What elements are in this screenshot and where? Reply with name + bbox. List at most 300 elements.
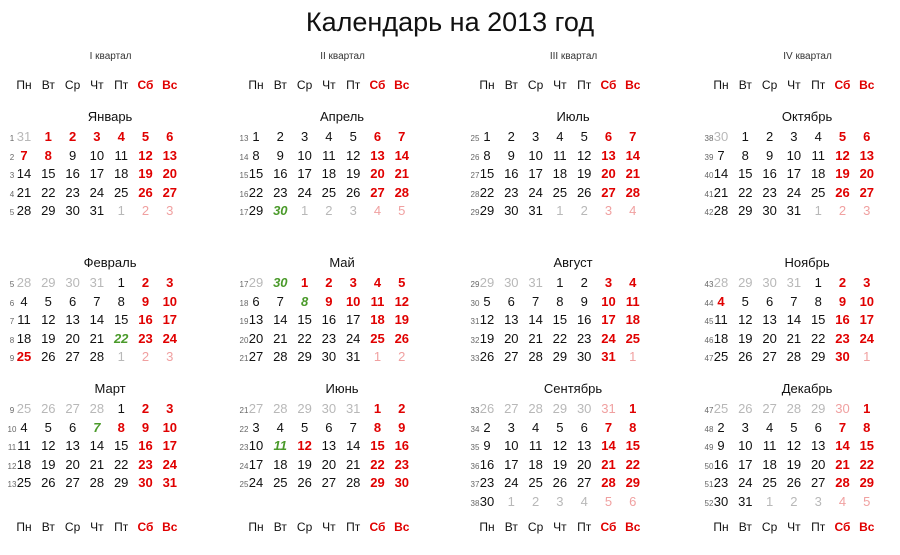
calendar-day: 21 <box>89 456 105 472</box>
calendar-day: 31 <box>89 203 105 219</box>
calendar-day: 23 <box>713 475 729 491</box>
calendar-day: 11 <box>762 438 777 454</box>
calendar-day: 27 <box>65 349 80 365</box>
calendar-day: 2 <box>325 275 333 290</box>
calendar-day: 10 <box>89 147 105 163</box>
week-number: 14 <box>239 152 249 162</box>
calendar-day: 11 <box>17 438 31 454</box>
calendar-day: 15 <box>248 166 264 182</box>
calendar-day: 3 <box>790 129 798 144</box>
calendar-day: 18 <box>810 166 826 182</box>
calendar-day: 10 <box>297 147 312 163</box>
week-number: 33 <box>470 406 480 415</box>
calendar-day: 1 <box>117 401 125 416</box>
calendar-day: 17 <box>162 438 178 454</box>
calendar-day: 11 <box>17 312 31 328</box>
calendar-day: 16 <box>321 312 337 328</box>
weekday-header: Сб <box>369 78 386 92</box>
calendar-day: 6 <box>629 494 637 509</box>
calendar-day: 28 <box>16 275 32 290</box>
calendar-day: 31 <box>786 203 802 219</box>
calendar-day: 21 <box>835 456 850 472</box>
calendar-day: 30 <box>835 349 850 365</box>
calendar-day: 30 <box>321 349 337 365</box>
calendar-day: 13 <box>65 312 80 328</box>
week-number: 8 <box>9 335 15 345</box>
calendar-day: 14 <box>273 312 288 328</box>
calendar-day: 23 <box>479 475 495 491</box>
calendar-day: 14 <box>835 438 850 454</box>
calendar-day: 24 <box>504 475 519 491</box>
month-name: Июнь <box>325 381 359 396</box>
calendar-day: 5 <box>604 494 613 509</box>
weekday-header: Чт <box>787 78 801 92</box>
calendar-day: 4 <box>629 203 637 219</box>
calendar-day: 8 <box>252 147 260 163</box>
calendar-day: 29 <box>370 475 385 491</box>
weekday-header: Вт <box>504 78 518 92</box>
calendar-day: 28 <box>16 203 32 219</box>
calendar-day: 14 <box>528 312 543 328</box>
calendar-day: 4 <box>373 275 382 290</box>
calendar-day: 1 <box>765 494 774 509</box>
week-number: 28 <box>470 189 480 199</box>
calendar-day: 22 <box>113 330 129 346</box>
calendar-day: 19 <box>479 330 495 346</box>
week-number: 9 <box>9 406 15 415</box>
calendar-day: 7 <box>531 293 540 309</box>
calendar-day: 28 <box>345 475 361 491</box>
calendar-day: 28 <box>273 401 288 416</box>
calendar-day: 25 <box>762 475 777 491</box>
weekday-footer: Вс <box>162 520 178 534</box>
week-number: 6 <box>9 298 15 308</box>
calendar-day: 15 <box>552 312 568 328</box>
calendar-day: 25 <box>810 184 826 200</box>
calendar-day: 30 <box>576 401 592 416</box>
calendar-day: 20 <box>370 166 385 182</box>
week-number: 20 <box>239 335 249 345</box>
weekday-footer: Пт <box>811 520 826 534</box>
calendar-day: 29 <box>297 349 312 365</box>
calendar-day: 12 <box>738 312 753 328</box>
weekday-header: Пт <box>577 78 592 92</box>
calendar-day: 6 <box>814 419 822 435</box>
week-number: 39 <box>704 152 714 162</box>
calendar-day: 8 <box>556 293 564 309</box>
calendar-day: 19 <box>738 330 753 346</box>
calendar-day: 22 <box>297 330 312 346</box>
week-number: 36 <box>470 461 480 471</box>
calendar-day: 6 <box>863 129 871 144</box>
calendar-day: 11 <box>370 293 385 309</box>
calendar-day: 4 <box>838 494 847 509</box>
calendar-day: 16 <box>138 438 153 454</box>
calendar-day: 21 <box>528 330 543 346</box>
calendar-day: 3 <box>166 401 174 416</box>
calendar-day: 7 <box>93 419 101 435</box>
calendar-day: 21 <box>786 330 802 346</box>
week-number: 49 <box>704 443 714 453</box>
calendar-day: 13 <box>576 438 592 454</box>
calendar-day: 13 <box>370 147 385 163</box>
calendar-day: 4 <box>20 293 28 309</box>
calendar-day: 9 <box>507 147 515 163</box>
week-number: 16 <box>239 189 249 199</box>
calendar-day: 6 <box>507 293 515 309</box>
calendar-day: 25 <box>273 475 288 491</box>
calendar-day: 14 <box>786 312 802 328</box>
week-number: 12 <box>7 461 17 471</box>
calendar-day: 18 <box>370 312 385 328</box>
calendar-day: 17 <box>738 456 753 472</box>
calendar-day: 11 <box>528 438 543 454</box>
weekday-footer: Ср <box>527 520 544 534</box>
calendar-day: 23 <box>576 330 592 346</box>
calendar-day: 10 <box>248 438 264 454</box>
calendar-day: 31 <box>528 203 543 219</box>
calendar-day: 29 <box>248 203 264 219</box>
calendar-day: 24 <box>738 475 753 491</box>
calendar-day: 22 <box>479 184 495 200</box>
calendar-day: 6 <box>166 129 174 144</box>
calendar-day: 25 <box>16 349 32 365</box>
week-number: 37 <box>470 480 480 490</box>
calendar-day: 30 <box>138 475 153 491</box>
calendar-day: 13 <box>762 312 777 328</box>
calendar-day: 7 <box>276 293 284 309</box>
calendar-day: 27 <box>248 349 264 365</box>
calendar-day: 13 <box>810 438 826 454</box>
calendar-day: 20 <box>859 166 875 182</box>
weekday-header: Пн <box>248 78 264 92</box>
calendar-day: 10 <box>738 438 753 454</box>
calendar-day: 6 <box>325 419 333 435</box>
weekday-header: Чт <box>553 78 567 92</box>
week-number: 2 <box>9 152 15 162</box>
calendar-day: 28 <box>394 184 410 200</box>
calendar-day: 26 <box>738 401 753 416</box>
weekday-footer: Пн <box>713 520 729 534</box>
calendar-day: 26 <box>297 475 312 491</box>
calendar-day: 23 <box>394 456 410 472</box>
calendar-day: 16 <box>713 456 729 472</box>
weekday-footer: Сб <box>834 520 851 534</box>
calendar-day: 25 <box>16 401 32 416</box>
calendar-day: 10 <box>162 419 178 435</box>
calendar-day: 30 <box>504 275 519 290</box>
weekday-header: Пт <box>114 78 129 92</box>
calendar-day: 7 <box>604 419 613 435</box>
week-number: 30 <box>470 298 480 308</box>
calendar-day: 24 <box>345 330 361 346</box>
calendar-day: 10 <box>345 293 361 309</box>
month-name: Сентябрь <box>543 381 603 396</box>
calendar-day: 29 <box>552 401 568 416</box>
calendar-day: 3 <box>531 129 540 144</box>
calendar-day: 13 <box>321 438 337 454</box>
week-number: 41 <box>704 189 714 199</box>
calendar-day: 9 <box>838 293 847 309</box>
week-number: 24 <box>239 461 249 471</box>
calendar-day: 17 <box>248 456 264 472</box>
month-name: Июль <box>556 109 590 124</box>
weekday-footer: Вт <box>273 520 287 534</box>
calendar-day: 26 <box>576 184 592 200</box>
calendar-day: 20 <box>576 456 592 472</box>
calendar-day: 1 <box>629 349 637 365</box>
calendar-day: 5 <box>863 494 871 509</box>
calendar-day: 5 <box>398 275 406 290</box>
calendar-day: 24 <box>297 184 312 200</box>
calendar-day: 25 <box>552 184 568 200</box>
calendar-day: 22 <box>625 456 641 472</box>
calendar-day: 20 <box>65 456 80 472</box>
calendar-day: 3 <box>166 275 174 290</box>
week-number: 17 <box>239 280 249 289</box>
week-number: 11 <box>7 443 17 453</box>
week-number: 10 <box>7 424 17 434</box>
calendar-day: 19 <box>552 456 568 472</box>
calendar-day: 21 <box>601 456 616 472</box>
calendar-day: 21 <box>625 166 641 182</box>
calendar-day: 27 <box>762 349 777 365</box>
calendar-day: 19 <box>786 456 802 472</box>
calendar-day: 17 <box>528 166 543 182</box>
calendar-day: 8 <box>373 419 382 435</box>
week-number: 26 <box>470 152 480 162</box>
week-number: 22 <box>239 424 249 434</box>
weekday-header: Вс <box>162 78 178 92</box>
calendar-day: 20 <box>762 330 777 346</box>
calendar-day: 28 <box>89 349 105 365</box>
calendar-day: 22 <box>41 184 56 200</box>
calendar-day: 31 <box>786 275 802 290</box>
calendar-day: 12 <box>297 438 312 454</box>
calendar-day: 9 <box>398 419 406 435</box>
calendar-day: 1 <box>117 349 125 365</box>
weekday-footer: Пн <box>16 520 32 534</box>
calendar-day: 8 <box>741 147 749 163</box>
calendar-day: 31 <box>601 401 616 416</box>
calendar-day: 14 <box>345 438 361 454</box>
calendar-day: 1 <box>373 349 382 365</box>
calendar-day: 9 <box>765 147 774 163</box>
calendar-day: 23 <box>835 330 850 346</box>
weekday-header: Вт <box>273 78 287 92</box>
weekday-footer: Чт <box>322 520 336 534</box>
calendar-day: 4 <box>531 419 540 435</box>
week-number: 42 <box>704 208 714 218</box>
calendar-day: 30 <box>713 129 729 144</box>
month-name: Январь <box>87 109 133 124</box>
week-number: 48 <box>704 424 714 434</box>
calendar-day: 1 <box>117 203 125 219</box>
weekday-footer: Сб <box>369 520 386 534</box>
week-number: 38 <box>704 134 714 143</box>
calendar-day: 23 <box>504 184 519 200</box>
page-title: Календарь на 2013 год <box>305 7 595 37</box>
calendar-day: 28 <box>625 184 641 200</box>
weekday-header: Вт <box>41 78 55 92</box>
calendar-day: 3 <box>741 419 749 435</box>
week-number: 18 <box>239 298 249 308</box>
calendar-day: 29 <box>297 401 312 416</box>
week-number: 29 <box>470 208 480 218</box>
calendar-day: 27 <box>65 401 80 416</box>
calendar-day: 29 <box>479 203 495 219</box>
calendar-day: 7 <box>349 419 357 435</box>
calendar-day: 15 <box>859 438 875 454</box>
calendar-day: 17 <box>162 312 178 328</box>
calendar-day: 10 <box>601 293 616 309</box>
calendar-day: 1 <box>507 494 515 509</box>
weekday-header: Сб <box>137 78 154 92</box>
calendar-day: 11 <box>273 438 288 454</box>
calendar-day: 8 <box>44 147 52 163</box>
calendar-day: 17 <box>601 312 616 328</box>
calendar-day: 12 <box>479 312 495 328</box>
weekday-footer: Пн <box>479 520 495 534</box>
calendar-day: 30 <box>273 275 288 290</box>
calendar-day: 23 <box>762 184 777 200</box>
calendar-day: 28 <box>786 401 802 416</box>
calendar-day: 23 <box>138 456 153 472</box>
calendar-day: 7 <box>93 293 101 309</box>
calendar-day: 14 <box>16 166 32 182</box>
calendar-day: 5 <box>141 129 150 144</box>
weekday-footer: Ср <box>761 520 778 534</box>
week-number: 9 <box>9 354 15 364</box>
calendar-day: 27 <box>576 475 592 491</box>
calendar-day: 29 <box>479 275 495 290</box>
calendar-day: 15 <box>297 312 312 328</box>
calendar-day: 2 <box>325 203 333 219</box>
weekday-header: Пт <box>346 78 361 92</box>
calendar-day: 6 <box>373 129 382 144</box>
calendar-day: 23 <box>273 184 288 200</box>
calendar-day: 30 <box>713 494 729 509</box>
calendar-day: 31 <box>89 275 105 290</box>
calendar-day: 4 <box>325 129 333 144</box>
calendar-day: 2 <box>717 419 725 435</box>
calendar-day: 17 <box>504 456 519 472</box>
calendar-day: 28 <box>273 349 288 365</box>
weekday-header: Ср <box>64 78 81 92</box>
calendar-day: 29 <box>810 401 826 416</box>
weekday-header: Ср <box>761 78 778 92</box>
calendar-day: 9 <box>580 293 588 309</box>
week-number: 5 <box>9 280 15 289</box>
calendar-day: 30 <box>576 349 592 365</box>
month-name: Ноябрь <box>784 255 830 270</box>
calendar-day: 4 <box>717 293 725 309</box>
calendar-day: 15 <box>41 166 56 182</box>
calendar-day: 18 <box>625 312 641 328</box>
week-number: 46 <box>704 335 714 345</box>
calendar-day: 31 <box>528 275 543 290</box>
weekday-footer: Вс <box>859 520 875 534</box>
calendar-day: 18 <box>113 166 129 182</box>
calendar-day: 1 <box>863 401 871 416</box>
calendar-day: 4 <box>556 129 564 144</box>
calendar-day: 2 <box>531 494 540 509</box>
calendar-day: 5 <box>398 203 406 219</box>
week-number: 5 <box>9 208 15 218</box>
calendar-day: 29 <box>113 475 129 491</box>
calendar-day: 20 <box>321 456 337 472</box>
calendar-day: 6 <box>580 419 588 435</box>
calendar-day: 31 <box>738 494 753 509</box>
calendar-day: 3 <box>93 129 101 144</box>
calendar-day: 15 <box>113 438 129 454</box>
week-number: 21 <box>239 354 249 364</box>
quarter-label: I квартал <box>89 51 132 62</box>
calendar-day: 29 <box>738 275 753 290</box>
calendar-day: 2 <box>68 129 77 144</box>
weekday-footer: Пт <box>577 520 592 534</box>
calendar-day: 5 <box>483 293 491 309</box>
calendar-day: 27 <box>370 184 385 200</box>
calendar-day: 30 <box>321 401 337 416</box>
week-number: 21 <box>239 406 249 415</box>
calendar-day: 2 <box>483 419 491 435</box>
calendar-day: 16 <box>835 312 850 328</box>
calendar-day: 26 <box>552 475 568 491</box>
calendar-day: 3 <box>604 203 613 219</box>
weekday-header: Вт <box>738 78 752 92</box>
weekday-footer: Пт <box>114 520 129 534</box>
calendar-day: 20 <box>248 330 264 346</box>
calendar-day: 21 <box>16 184 32 200</box>
calendar-day: 13 <box>162 147 178 163</box>
calendar-day: 21 <box>345 456 361 472</box>
calendar-day: 10 <box>859 293 875 309</box>
calendar-day: 20 <box>601 166 616 182</box>
calendar-day: 26 <box>41 475 56 491</box>
calendar-day: 9 <box>483 438 491 454</box>
calendar-day: 1 <box>252 129 260 144</box>
calendar-day: 5 <box>556 419 564 435</box>
calendar-day: 6 <box>604 129 613 144</box>
calendar-day: 1 <box>117 275 125 290</box>
week-number: 25 <box>239 480 249 490</box>
week-number: 47 <box>704 354 714 364</box>
calendar-day: 31 <box>16 129 32 144</box>
quarter-label: II квартал <box>320 51 365 62</box>
calendar-day: 30 <box>504 203 519 219</box>
calendar-day: 31 <box>345 349 361 365</box>
week-number: 25 <box>470 134 480 143</box>
calendar-day: 23 <box>321 330 337 346</box>
calendar-day: 16 <box>394 438 410 454</box>
calendar-day: 29 <box>738 203 753 219</box>
calendar-day: 25 <box>113 184 129 200</box>
week-number: 38 <box>470 499 480 508</box>
calendar-day: 23 <box>65 184 80 200</box>
calendar-day: 17 <box>297 166 312 182</box>
calendar-day: 24 <box>162 456 178 472</box>
weekday-footer: Пт <box>346 520 361 534</box>
calendar-day: 21 <box>394 166 410 182</box>
calendar-day: 6 <box>252 293 260 309</box>
weekday-footer: Чт <box>787 520 801 534</box>
weekday-header: Пт <box>811 78 826 92</box>
calendar-day: 19 <box>835 166 850 182</box>
calendar-day: 28 <box>713 203 729 219</box>
calendar-day: 14 <box>713 166 729 182</box>
month-name: Декабрь <box>781 381 833 396</box>
